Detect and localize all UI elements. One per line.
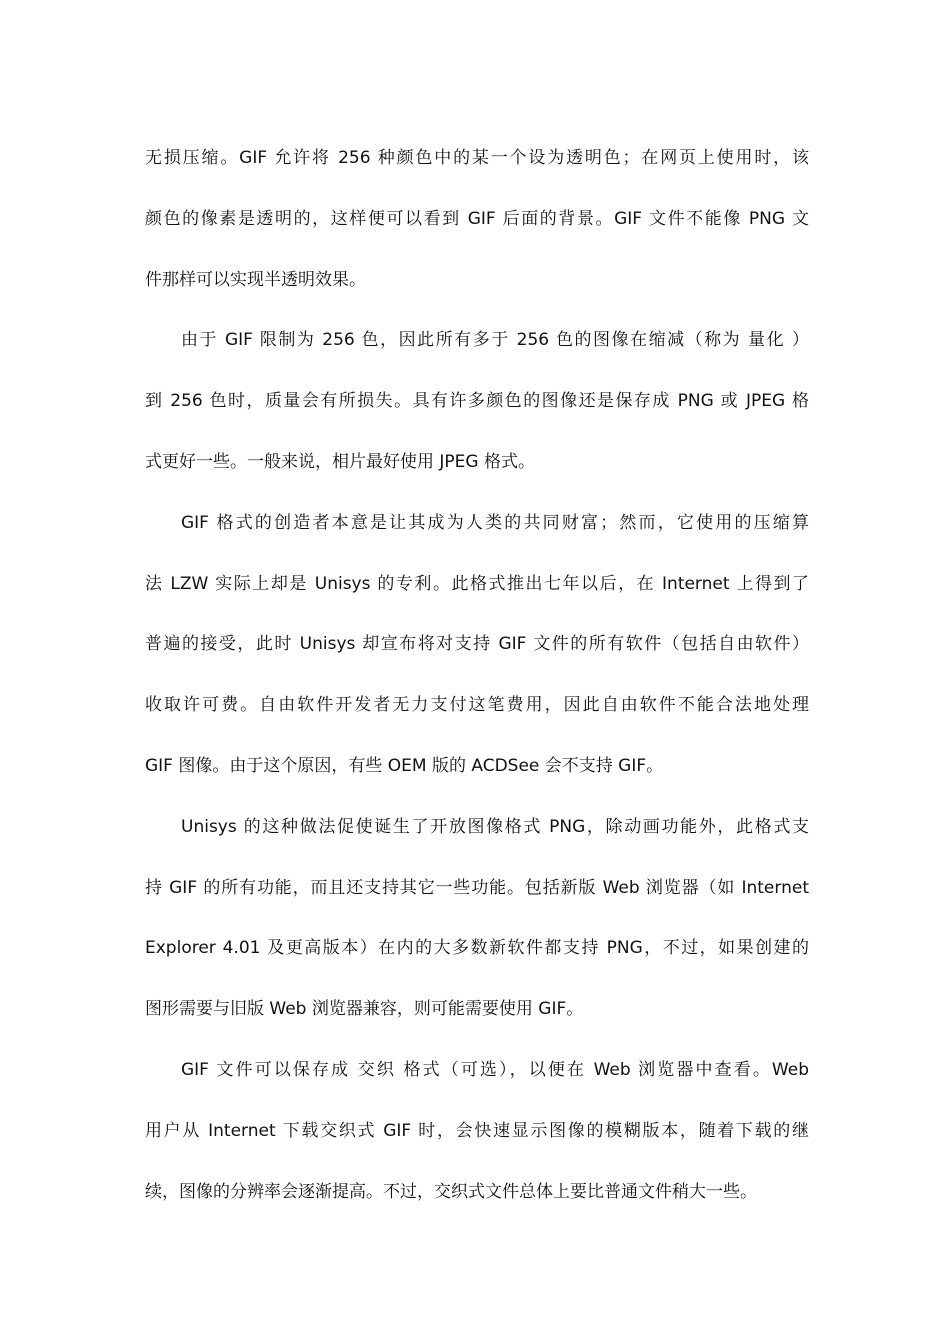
text-line: GIF 文件可以保存成 交织 格式（可选），以便在 Web 浏览器中查看。Web xyxy=(181,1059,809,1080)
document-body xyxy=(145,128,809,1222)
text-line: 无损压缩。GIF 允许将 256 种颜色中的某一个设为透明色；在网页上使用时，该 xyxy=(145,148,809,168)
text-line: Unisys 的这种做法促使诞生了开放图像格式 PNG，除动画功能外，此格式支 xyxy=(181,816,809,837)
text-line: 用户从 Internet 下载交织式 GIF 时，会快速显示图像的模糊版本，随着下载的继 xyxy=(145,1120,809,1141)
text-line: 到 256 色时，质量会有所损失。具有许多颜色的图像还是保存成 PNG 或 JPEG 格 xyxy=(145,391,809,412)
text-line: Explorer 4.01 及更高版本）在内的大多数新软件都支持 PNG，不过，如果创建的 xyxy=(145,938,809,959)
text-line: 件那样可以实现半透明效果。 xyxy=(145,269,366,290)
text-line: 图形需要与旧版 Web 浏览器兼容，则可能需要使用 GIF。 xyxy=(145,999,584,1020)
text-line: 收取许可费。自由软件开发者无力支付这笔费用，因此自由软件不能合法地处理 xyxy=(145,695,809,716)
text-line: 普遍的接受，此时 Unisys 却宣布将对支持 GIF 文件的所有软件（包括自由软件） xyxy=(145,634,809,655)
text-line: GIF 格式的创造者本意是让其成为人类的共同财富；然而，它使用的压缩算 xyxy=(181,512,809,533)
text-line: 法 LZW 实际上却是 Unisys 的专利。此格式推出七年以后，在 Internet 上得到了 xyxy=(145,573,809,594)
text-line: GIF 图像。由于这个原因，有些 OEM 版的 ACDSee 会不支持 GIF。 xyxy=(145,755,664,776)
text-line: 持 GIF 的所有功能，而且还支持其它一些功能。包括新版 Web 浏览器（如 Internet xyxy=(145,877,809,898)
text-line: 续，图像的分辨率会逐渐提高。不过，交织式文件总体上要比普通文件稍大一些。 xyxy=(145,1181,757,1202)
text-line: 式更好一些。一般来说，相片最好使用 JPEG 格式。 xyxy=(145,451,535,472)
text-line: 颜色的像素是透明的，这样便可以看到 GIF 后面的背景。GIF 文件不能像 PNG 文 xyxy=(145,208,809,229)
text-line: 由于 GIF 限制为 256 色，因此所有多于 256 色的图像在缩减（称为 量化 ） xyxy=(181,330,809,351)
